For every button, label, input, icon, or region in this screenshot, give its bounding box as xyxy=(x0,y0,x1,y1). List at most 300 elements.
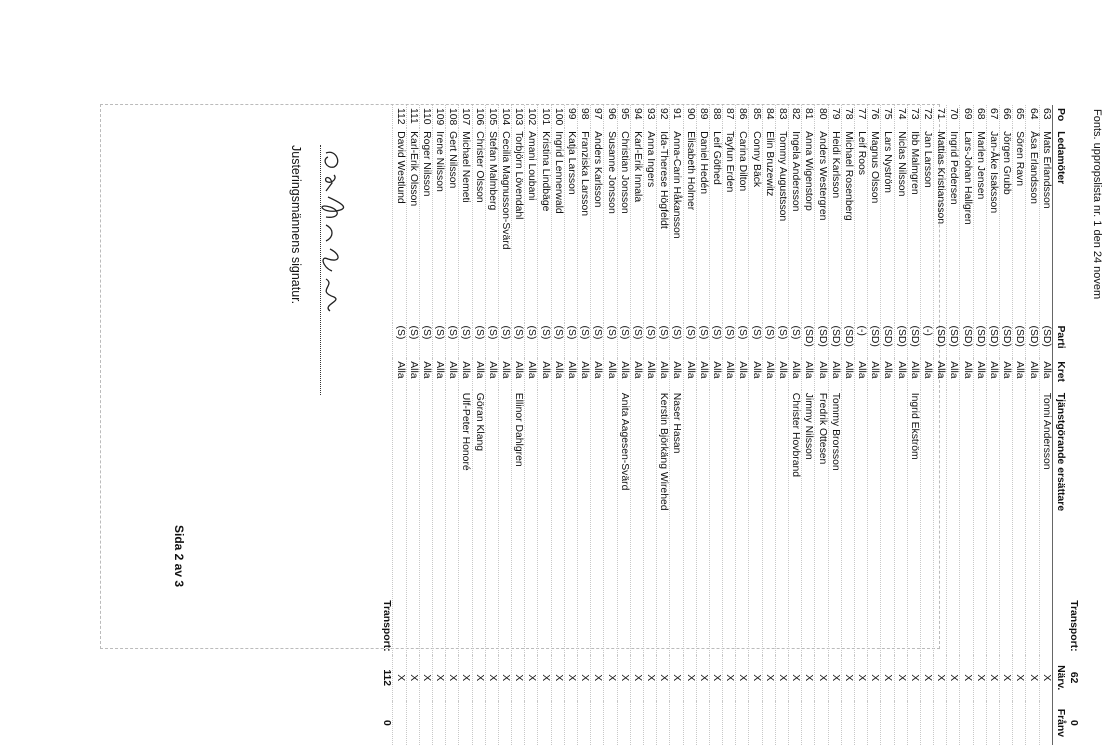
row-member-name: Kristina Lindbäge xyxy=(538,128,551,322)
row-member-name: Anders Westergren xyxy=(815,128,828,322)
row-present-mark: X xyxy=(907,655,920,701)
row-party: (S) xyxy=(709,323,722,359)
row-substitute xyxy=(644,390,657,655)
row-member-name: Lars Nyström xyxy=(881,128,894,322)
row-constituency: Alla xyxy=(749,358,762,390)
row-constituency: Alla xyxy=(973,358,986,390)
row-po: 103 xyxy=(512,105,525,128)
page-frame xyxy=(100,104,1103,738)
row-po: 109 xyxy=(433,105,446,128)
row-party: (SD) xyxy=(841,323,854,359)
row-constituency: Alla xyxy=(406,358,419,390)
row-constituency: Alla xyxy=(960,358,973,390)
row-po: 95 xyxy=(617,105,630,128)
row-member-name: Christian Jonsson xyxy=(617,128,630,322)
row-party: (S) xyxy=(564,323,577,359)
row-constituency: Alla xyxy=(894,358,907,390)
row-po: 65 xyxy=(1013,105,1026,128)
row-constituency: Alla xyxy=(723,358,736,390)
handwritten-signature-image xyxy=(311,145,356,395)
row-absent-mark xyxy=(591,701,604,745)
row-party: (S) xyxy=(551,323,564,359)
row-po: 66 xyxy=(1000,105,1013,128)
row-present-mark: X xyxy=(604,655,617,701)
row-absent-mark xyxy=(1013,701,1026,745)
row-party: (S) xyxy=(433,323,446,359)
table-row xyxy=(551,105,564,745)
signature-line xyxy=(320,145,321,395)
table-row xyxy=(920,105,933,745)
row-member-name: Irene Nilsson xyxy=(433,128,446,322)
table-row xyxy=(855,105,868,745)
row-po: 107 xyxy=(459,105,472,128)
table-row xyxy=(1000,105,1013,745)
transport-bottom-narv: 112 xyxy=(381,669,393,687)
table-row xyxy=(446,105,459,745)
row-present-mark: X xyxy=(868,655,881,701)
row-absent-mark xyxy=(841,701,854,745)
row-absent-mark xyxy=(433,701,446,745)
row-present-mark: X xyxy=(947,655,960,701)
row-party: (S) xyxy=(644,323,657,359)
row-present-mark: X xyxy=(1026,655,1039,701)
row-constituency: Alla xyxy=(802,358,815,390)
row-member-name: Ingrid Lennerwald xyxy=(551,128,564,322)
row-substitute xyxy=(525,390,538,655)
row-present-mark: X xyxy=(723,655,736,701)
row-present-mark: X xyxy=(433,655,446,701)
row-present-mark: X xyxy=(789,655,802,701)
row-present-mark: X xyxy=(1039,655,1052,701)
row-constituency: Alla xyxy=(696,358,709,390)
row-absent-mark xyxy=(498,701,511,745)
table-row xyxy=(828,105,841,745)
row-party: (S) xyxy=(775,323,788,359)
row-present-mark: X xyxy=(459,655,472,701)
column-header-ersattare: Tjänstgörande ersättare xyxy=(1052,390,1067,655)
row-present-mark: X xyxy=(762,655,775,701)
row-po: 105 xyxy=(485,105,498,128)
row-absent-mark xyxy=(630,701,643,745)
table-row xyxy=(1013,105,1026,745)
table-body xyxy=(393,105,1052,745)
row-present-mark: X xyxy=(920,655,933,701)
table-row xyxy=(433,105,446,745)
row-constituency: Alla xyxy=(670,358,683,390)
row-party: (SD) xyxy=(947,323,960,359)
table-row xyxy=(564,105,577,745)
row-absent-mark xyxy=(802,701,815,745)
row-party: (S) xyxy=(723,323,736,359)
table-row xyxy=(789,105,802,745)
row-member-name: Stefan Malmberg xyxy=(485,128,498,322)
row-party: (S) xyxy=(604,323,617,359)
row-party: (S) xyxy=(736,323,749,359)
row-substitute xyxy=(934,390,947,655)
row-party: (SD) xyxy=(986,323,999,359)
table-row xyxy=(868,105,881,745)
row-absent-mark xyxy=(960,701,973,745)
row-po: 64 xyxy=(1026,105,1039,128)
row-absent-mark xyxy=(828,701,841,745)
row-party: (S) xyxy=(578,323,591,359)
row-present-mark: X xyxy=(1000,655,1013,701)
row-member-name: Ingela Andersson xyxy=(789,128,802,322)
transport-top-narv: 62 xyxy=(1067,671,1079,684)
signature-label: Justeringsmännens signatur. xyxy=(289,145,303,305)
row-absent-mark xyxy=(775,701,788,745)
row-substitute xyxy=(749,390,762,655)
row-party: (S) xyxy=(696,323,709,359)
table-row xyxy=(538,105,551,745)
row-po: 104 xyxy=(498,105,511,128)
row-member-name: Anders Karlsson xyxy=(591,128,604,322)
row-member-name: Torbjörn Lövendahl xyxy=(512,128,525,322)
row-absent-mark xyxy=(657,701,670,745)
row-party: (-) xyxy=(920,323,933,359)
row-present-mark: X xyxy=(855,655,868,701)
table-row xyxy=(762,105,775,745)
row-present-mark: X xyxy=(815,655,828,701)
row-party: (-) xyxy=(855,323,868,359)
row-absent-mark xyxy=(789,701,802,745)
row-substitute: Göran Klang xyxy=(472,390,485,655)
row-substitute: Ingrid Ekström xyxy=(907,390,920,655)
row-po: 91 xyxy=(670,105,683,128)
row-present-mark: X xyxy=(578,655,591,701)
row-substitute xyxy=(841,390,854,655)
row-party: (SD) xyxy=(802,323,815,359)
row-po: 110 xyxy=(419,105,432,128)
row-member-name: Leif Roos xyxy=(855,128,868,322)
row-present-mark: X xyxy=(683,655,696,701)
row-constituency: Alla xyxy=(512,358,525,390)
column-header-krets: Kret xyxy=(1052,358,1067,390)
row-party: (SD) xyxy=(1026,323,1039,359)
row-constituency: Alla xyxy=(617,358,630,390)
table-row xyxy=(947,105,960,745)
row-member-name: Lars-Johan Hallgren xyxy=(960,128,973,322)
row-po: 67 xyxy=(986,105,999,128)
row-present-mark: X xyxy=(828,655,841,701)
row-absent-mark xyxy=(538,701,551,745)
row-substitute: Ellinor Dahlgren xyxy=(512,390,525,655)
row-present-mark: X xyxy=(498,655,511,701)
row-member-name: Elisabeth Holmer xyxy=(683,128,696,322)
row-present-mark: X xyxy=(419,655,432,701)
row-substitute xyxy=(960,390,973,655)
row-po: 86 xyxy=(736,105,749,128)
row-constituency: Alla xyxy=(683,358,696,390)
row-constituency: Alla xyxy=(485,358,498,390)
row-constituency: Alla xyxy=(419,358,432,390)
row-present-mark: X xyxy=(973,655,986,701)
row-absent-mark xyxy=(815,701,828,745)
column-header-parti: Parti xyxy=(1052,323,1067,359)
row-po: 82 xyxy=(789,105,802,128)
row-substitute xyxy=(433,390,446,655)
row-constituency: Alla xyxy=(828,358,841,390)
row-po: 94 xyxy=(630,105,643,128)
row-constituency: Alla xyxy=(525,358,538,390)
row-party: (S) xyxy=(498,323,511,359)
row-po: 96 xyxy=(604,105,617,128)
row-substitute: Christer Hovbrand xyxy=(789,390,802,655)
row-substitute xyxy=(775,390,788,655)
row-member-name: Karl-Erik Olsson xyxy=(406,128,419,322)
row-substitute: Anita Aagesen-Svärd xyxy=(617,390,630,655)
row-substitute xyxy=(406,390,419,655)
row-present-mark: X xyxy=(644,655,657,701)
row-constituency: Alla xyxy=(459,358,472,390)
row-present-mark: X xyxy=(538,655,551,701)
row-party: (S) xyxy=(419,323,432,359)
row-po: 89 xyxy=(696,105,709,128)
row-po: 92 xyxy=(657,105,670,128)
table-row xyxy=(498,105,511,745)
row-present-mark: X xyxy=(446,655,459,701)
row-po: 100 xyxy=(551,105,564,128)
table-row xyxy=(709,105,722,745)
row-party: (S) xyxy=(762,323,775,359)
row-substitute xyxy=(762,390,775,655)
row-present-mark: X xyxy=(591,655,604,701)
row-absent-mark xyxy=(604,701,617,745)
row-substitute xyxy=(538,390,551,655)
row-absent-mark xyxy=(920,701,933,745)
row-substitute xyxy=(419,390,432,655)
row-absent-mark xyxy=(446,701,459,745)
table-row xyxy=(617,105,630,745)
row-po: 76 xyxy=(868,105,881,128)
row-po: 93 xyxy=(644,105,657,128)
row-constituency: Alla xyxy=(789,358,802,390)
row-constituency: Alla xyxy=(538,358,551,390)
row-party: (S) xyxy=(446,323,459,359)
row-substitute xyxy=(973,390,986,655)
table-row xyxy=(1039,105,1052,745)
row-member-name: Daniel Hedén xyxy=(696,128,709,322)
table-row xyxy=(696,105,709,745)
column-header-franv: Frånv xyxy=(1052,701,1067,745)
table-row xyxy=(986,105,999,745)
row-present-mark: X xyxy=(1013,655,1026,701)
row-party: (S) xyxy=(683,323,696,359)
row-constituency: Alla xyxy=(578,358,591,390)
table-row xyxy=(406,105,419,745)
row-present-mark: X xyxy=(802,655,815,701)
table-row xyxy=(657,105,670,745)
row-member-name: Leif Göthed xyxy=(709,128,722,322)
row-member-name: Ibb Malmgren xyxy=(907,128,920,322)
row-member-name: Cecilia Magnusson-Svärd xyxy=(498,128,511,322)
row-party: (S) xyxy=(485,323,498,359)
row-absent-mark xyxy=(644,701,657,745)
table-row xyxy=(393,105,406,745)
row-po: 81 xyxy=(802,105,815,128)
row-member-name: Mats Erlandsson xyxy=(1039,128,1052,322)
row-absent-mark xyxy=(525,701,538,745)
column-header-ledamoter: Ledamöter xyxy=(1052,128,1067,322)
row-absent-mark xyxy=(934,701,947,745)
row-po: 90 xyxy=(683,105,696,128)
row-constituency: Alla xyxy=(1000,358,1013,390)
rotated-sheet xyxy=(101,105,1101,745)
row-party: (SD) xyxy=(907,323,920,359)
row-party: (S) xyxy=(591,323,604,359)
row-member-name: Gert Nilsson xyxy=(446,128,459,322)
row-absent-mark xyxy=(973,701,986,745)
row-po: 68 xyxy=(973,105,986,128)
row-member-name: Tayfun Erden xyxy=(723,128,736,322)
row-absent-mark xyxy=(512,701,525,745)
row-po: 111 xyxy=(406,105,419,128)
row-po: 77 xyxy=(855,105,868,128)
row-substitute xyxy=(564,390,577,655)
table-row xyxy=(419,105,432,745)
column-header-po: Po xyxy=(1052,105,1067,128)
table-header-row xyxy=(1052,105,1067,745)
row-absent-mark xyxy=(736,701,749,745)
table-row xyxy=(894,105,907,745)
row-constituency: Alla xyxy=(920,358,933,390)
row-constituency: Alla xyxy=(564,358,577,390)
row-party: (SD) xyxy=(815,323,828,359)
row-absent-mark xyxy=(617,701,630,745)
row-member-name: Jörgen Grubb xyxy=(1000,128,1013,322)
table-row xyxy=(934,105,947,745)
row-absent-mark xyxy=(1039,701,1052,745)
row-constituency: Alla xyxy=(709,358,722,390)
table-row xyxy=(459,105,472,745)
table-row xyxy=(802,105,815,745)
row-absent-mark xyxy=(762,701,775,745)
row-absent-mark xyxy=(419,701,432,745)
table-row xyxy=(960,105,973,745)
table-row xyxy=(907,105,920,745)
row-po: 80 xyxy=(815,105,828,128)
row-party: (S) xyxy=(749,323,762,359)
row-present-mark: X xyxy=(406,655,419,701)
row-constituency: Alla xyxy=(657,358,670,390)
row-party: (SD) xyxy=(1039,323,1052,359)
row-present-mark: X xyxy=(749,655,762,701)
row-member-name: Anna Wigenstorp xyxy=(802,128,815,322)
row-constituency: Alla xyxy=(855,358,868,390)
table-row xyxy=(749,105,762,745)
row-present-mark: X xyxy=(775,655,788,701)
row-party: (S) xyxy=(789,323,802,359)
row-present-mark: X xyxy=(841,655,854,701)
row-absent-mark xyxy=(868,701,881,745)
table-row xyxy=(973,105,986,745)
table-row xyxy=(815,105,828,745)
row-absent-mark xyxy=(551,701,564,745)
row-member-name: Ingrid Pedersen xyxy=(947,128,960,322)
row-constituency: Alla xyxy=(1039,358,1052,390)
row-party: (S) xyxy=(670,323,683,359)
row-member-name: Jan Larsson xyxy=(920,128,933,322)
row-substitute xyxy=(947,390,960,655)
page-number: Sida 2 av 3 xyxy=(172,525,186,588)
transport-top-label: Transport: xyxy=(1067,600,1079,652)
row-po: 98 xyxy=(578,105,591,128)
row-present-mark: X xyxy=(960,655,973,701)
row-absent-mark xyxy=(855,701,868,745)
row-present-mark: X xyxy=(894,655,907,701)
row-substitute xyxy=(709,390,722,655)
row-party: (S) xyxy=(459,323,472,359)
row-constituency: Alla xyxy=(630,358,643,390)
row-absent-mark xyxy=(459,701,472,745)
row-member-name: Tommy Augustsson xyxy=(775,128,788,322)
row-absent-mark xyxy=(472,701,485,745)
row-present-mark: X xyxy=(512,655,525,701)
row-po: 75 xyxy=(881,105,894,128)
row-member-name: Åsa Erlandsson xyxy=(1026,128,1039,322)
row-substitute xyxy=(446,390,459,655)
row-substitute xyxy=(723,390,736,655)
row-party: (S) xyxy=(406,323,419,359)
attendance-table xyxy=(380,105,1079,745)
row-po: 69 xyxy=(960,105,973,128)
row-absent-mark xyxy=(947,701,960,745)
row-absent-mark xyxy=(696,701,709,745)
row-member-name: Franziska Larsson xyxy=(578,128,591,322)
row-absent-mark xyxy=(986,701,999,745)
row-po: 70 xyxy=(947,105,960,128)
row-present-mark: X xyxy=(630,655,643,701)
row-constituency: Alla xyxy=(604,358,617,390)
row-party: (SD) xyxy=(934,323,947,359)
row-present-mark: X xyxy=(934,655,947,701)
row-substitute xyxy=(551,390,564,655)
row-constituency: Alla xyxy=(472,358,485,390)
row-constituency: Alla xyxy=(775,358,788,390)
row-po: 88 xyxy=(709,105,722,128)
row-po: 74 xyxy=(894,105,907,128)
row-constituency: Alla xyxy=(934,358,947,390)
row-absent-mark xyxy=(1026,701,1039,745)
row-po: 99 xyxy=(564,105,577,128)
row-present-mark: X xyxy=(564,655,577,701)
row-substitute xyxy=(1000,390,1013,655)
row-constituency: Alla xyxy=(644,358,657,390)
row-substitute xyxy=(736,390,749,655)
table-row xyxy=(736,105,749,745)
row-substitute xyxy=(630,390,643,655)
row-constituency: Alla xyxy=(986,358,999,390)
row-member-name: Christer Olsson xyxy=(472,128,485,322)
table-row xyxy=(881,105,894,745)
row-substitute xyxy=(868,390,881,655)
row-po: 79 xyxy=(828,105,841,128)
row-member-name: Heidi Karlsson xyxy=(828,128,841,322)
row-constituency: Alla xyxy=(947,358,960,390)
row-absent-mark xyxy=(578,701,591,745)
row-po: 108 xyxy=(446,105,459,128)
row-member-name: Marlen Jensen xyxy=(973,128,986,322)
row-absent-mark xyxy=(393,701,406,745)
row-member-name: Michael Nemeti xyxy=(459,128,472,322)
row-po: 71 xyxy=(934,105,947,128)
transport-bottom-label: Transport: xyxy=(381,600,393,652)
row-constituency: Alla xyxy=(762,358,775,390)
row-member-name: Karl-Erik Innala xyxy=(630,128,643,322)
row-present-mark: X xyxy=(657,655,670,701)
column-header-narv: Närv. xyxy=(1052,655,1067,701)
row-substitute xyxy=(855,390,868,655)
